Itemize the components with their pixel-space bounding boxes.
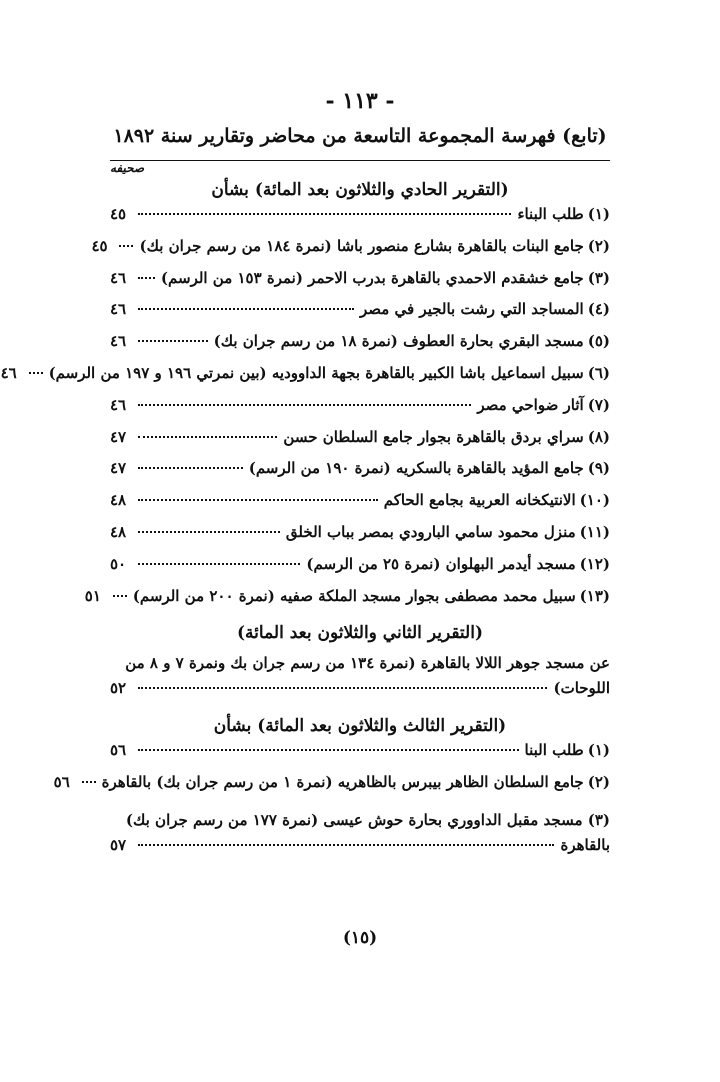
dot-leader: [138, 531, 280, 533]
entry-number: (٥): [587, 332, 610, 351]
section-heading-131: (التقرير الحادي والثلاثون بعد المائة) بشأن: [211, 180, 509, 200]
entry-page: ٤٦: [0, 363, 17, 382]
dot-leader: [138, 213, 511, 215]
dot-leader: [113, 595, 127, 597]
signature-mark: (١٥): [342, 928, 378, 948]
toc-entry[interactable]: [53, 772, 610, 805]
dot-leader: [138, 436, 277, 438]
entry-number: (٤): [587, 300, 610, 319]
entry-number: (١): [587, 741, 610, 760]
entry-number: (٩): [587, 459, 610, 478]
entry-page: ٤٦: [110, 268, 127, 287]
toc-entry[interactable]: [110, 332, 610, 364]
dot-leader: [138, 467, 243, 469]
entry-number: (٨): [587, 427, 610, 446]
page-column-label: صحيفه: [110, 161, 145, 175]
toc-entry[interactable]: [110, 205, 610, 237]
dot-leader: [138, 499, 378, 501]
entry-number: (٣): [587, 268, 610, 287]
entry-number: (٦): [587, 363, 610, 382]
entry-text: مسجد مقبل الداووري بحارة حوش عيسى (نمرة ١٧٧ من رسم جران بك): [125, 810, 583, 829]
toc-entry[interactable]: [110, 396, 610, 428]
entry-page: ٥٢: [110, 679, 127, 698]
entry-page: ٤٧: [110, 459, 127, 478]
entry-page: ٤٥: [110, 205, 127, 223]
entry-page: ٤٦: [110, 300, 127, 319]
entry-page: ٤٦: [110, 395, 127, 414]
toc-entry[interactable]: [110, 741, 610, 773]
entry-number: (٣): [587, 810, 610, 829]
toc-entry[interactable]: [91, 236, 610, 269]
dot-leader: [29, 372, 43, 374]
toc-entry[interactable]: [110, 428, 610, 460]
toc-entry[interactable]: [110, 459, 610, 491]
entry-page: ٥٦: [53, 772, 70, 791]
toc-entry[interactable]: [110, 679, 610, 711]
entry-text: اللوحات): [553, 679, 610, 698]
page-number: - ١١٣ -: [325, 88, 395, 114]
toc-entry[interactable]: [110, 491, 610, 523]
entry-text: جامع السلطان الظاهر بيبرس بالظاهريه (نمرة ١ من رسم جران بك) بالقاهرة: [101, 772, 584, 791]
dot-leader: [138, 340, 208, 342]
entry-text: سبيل محمد مصطفى بجوار مسجد الملكة صفيه (نمرة ٢٠٠ من الرسم): [132, 586, 576, 605]
entry-text: سراي بردق بالقاهرة بجوار جامع السلطان حسن: [283, 427, 584, 446]
dot-leader: [138, 563, 300, 565]
section-heading-132: (التقرير الثاني والثلاثون بعد المائة): [237, 623, 483, 644]
dot-leader: [138, 749, 519, 751]
entry-text: الانتيكخانه العربية بجامع الحاكم: [383, 491, 576, 510]
toc-page: [0, 84, 610, 868]
entry-number: (١٣): [579, 586, 610, 605]
toc-entry[interactable]: [110, 269, 610, 301]
entry-text: جامع خشقدم الاحمدي بالقاهرة بدرب الاحمر (نمرة ١٥٣ من الرسم): [160, 268, 584, 287]
entry-page: ٥٠: [110, 554, 127, 573]
section-132-line1: عن مسجد جوهر اللالا بالقاهرة (نمرة ١٣٤ من رسم جران بك ونمرة ٧ و ٨ من: [125, 654, 610, 673]
dot-leader: [138, 404, 471, 406]
dot-leader: [119, 245, 133, 247]
entry-number: (١٢): [579, 554, 610, 573]
entry-text: جامع البنات بالقاهرة بشارع منصور باشا (نمرة ١٨٤ من رسم جران بك): [139, 236, 584, 255]
toc-entry[interactable]: [110, 555, 610, 587]
entry-page: ٤٧: [110, 427, 127, 446]
entry-page: ٤٨: [110, 491, 127, 510]
section-131-entries: [0, 205, 610, 618]
page-title: (تابع) فهرسة المجموعة التاسعة من محاضر وتقارير سنة ١٨٩٢: [113, 125, 607, 147]
entry-number: (١١): [579, 522, 610, 541]
entry-number: (١): [587, 205, 610, 223]
entry-text: آثار ضواحي مصر: [477, 395, 584, 414]
entry-text: جامع المؤيد بالقاهرة بالسكريه (نمرة ١٩٠ من الرسم): [248, 459, 584, 478]
entry-text: منزل محمود سامي البارودي بمصر بباب الخلق: [285, 522, 576, 541]
entry-page: ٤٨: [110, 522, 127, 541]
toc-entry[interactable]: [0, 363, 610, 396]
entry-number: (٢): [587, 236, 610, 255]
toc-entry[interactable]: [110, 836, 610, 868]
entry-page: ٥١: [84, 586, 101, 605]
dot-leader: [82, 781, 96, 783]
toc-entry[interactable]: [84, 586, 610, 619]
entry-text: مسجد البقري بحارة العطوف (نمرة ١٨ من رسم جران بك): [213, 332, 584, 351]
dot-leader: [138, 687, 547, 689]
entry-page: ٤٦: [110, 332, 127, 351]
entry-page: ٤٥: [91, 236, 108, 255]
entry-page: ٥٦: [110, 741, 127, 760]
entry-text: المساجد التي رشت بالجير في مصر: [360, 300, 584, 319]
toc-entry[interactable]: [110, 523, 610, 555]
section-133-entry3-line1: [110, 805, 610, 836]
entry-text: طلب البناء: [517, 205, 584, 223]
entry-text: طلب البنا: [524, 741, 584, 760]
section-heading-133: (التقرير الثالث والثلاثون بعد المائة) بشأن: [213, 716, 507, 737]
toc-entry[interactable]: [110, 300, 610, 332]
dot-leader: [138, 277, 155, 279]
entry-text: بالقاهرة: [560, 835, 610, 854]
entry-number: (١٠): [579, 491, 610, 510]
dot-leader: [138, 308, 354, 310]
entry-number: (٢): [587, 772, 610, 791]
entry-text: مسجد أيدمر البهلوان (نمرة ٢٥ من الرسم): [306, 554, 576, 573]
entry-text: سبيل اسماعيل باشا الكبير بالقاهرة بجهة الداووديه (بين نمرتي ١٩٦ و ١٩٧ من الرسم): [48, 363, 584, 382]
dot-leader: [138, 844, 554, 846]
entry-number: (٧): [587, 395, 610, 414]
entry-page: ٥٧: [110, 835, 127, 854]
